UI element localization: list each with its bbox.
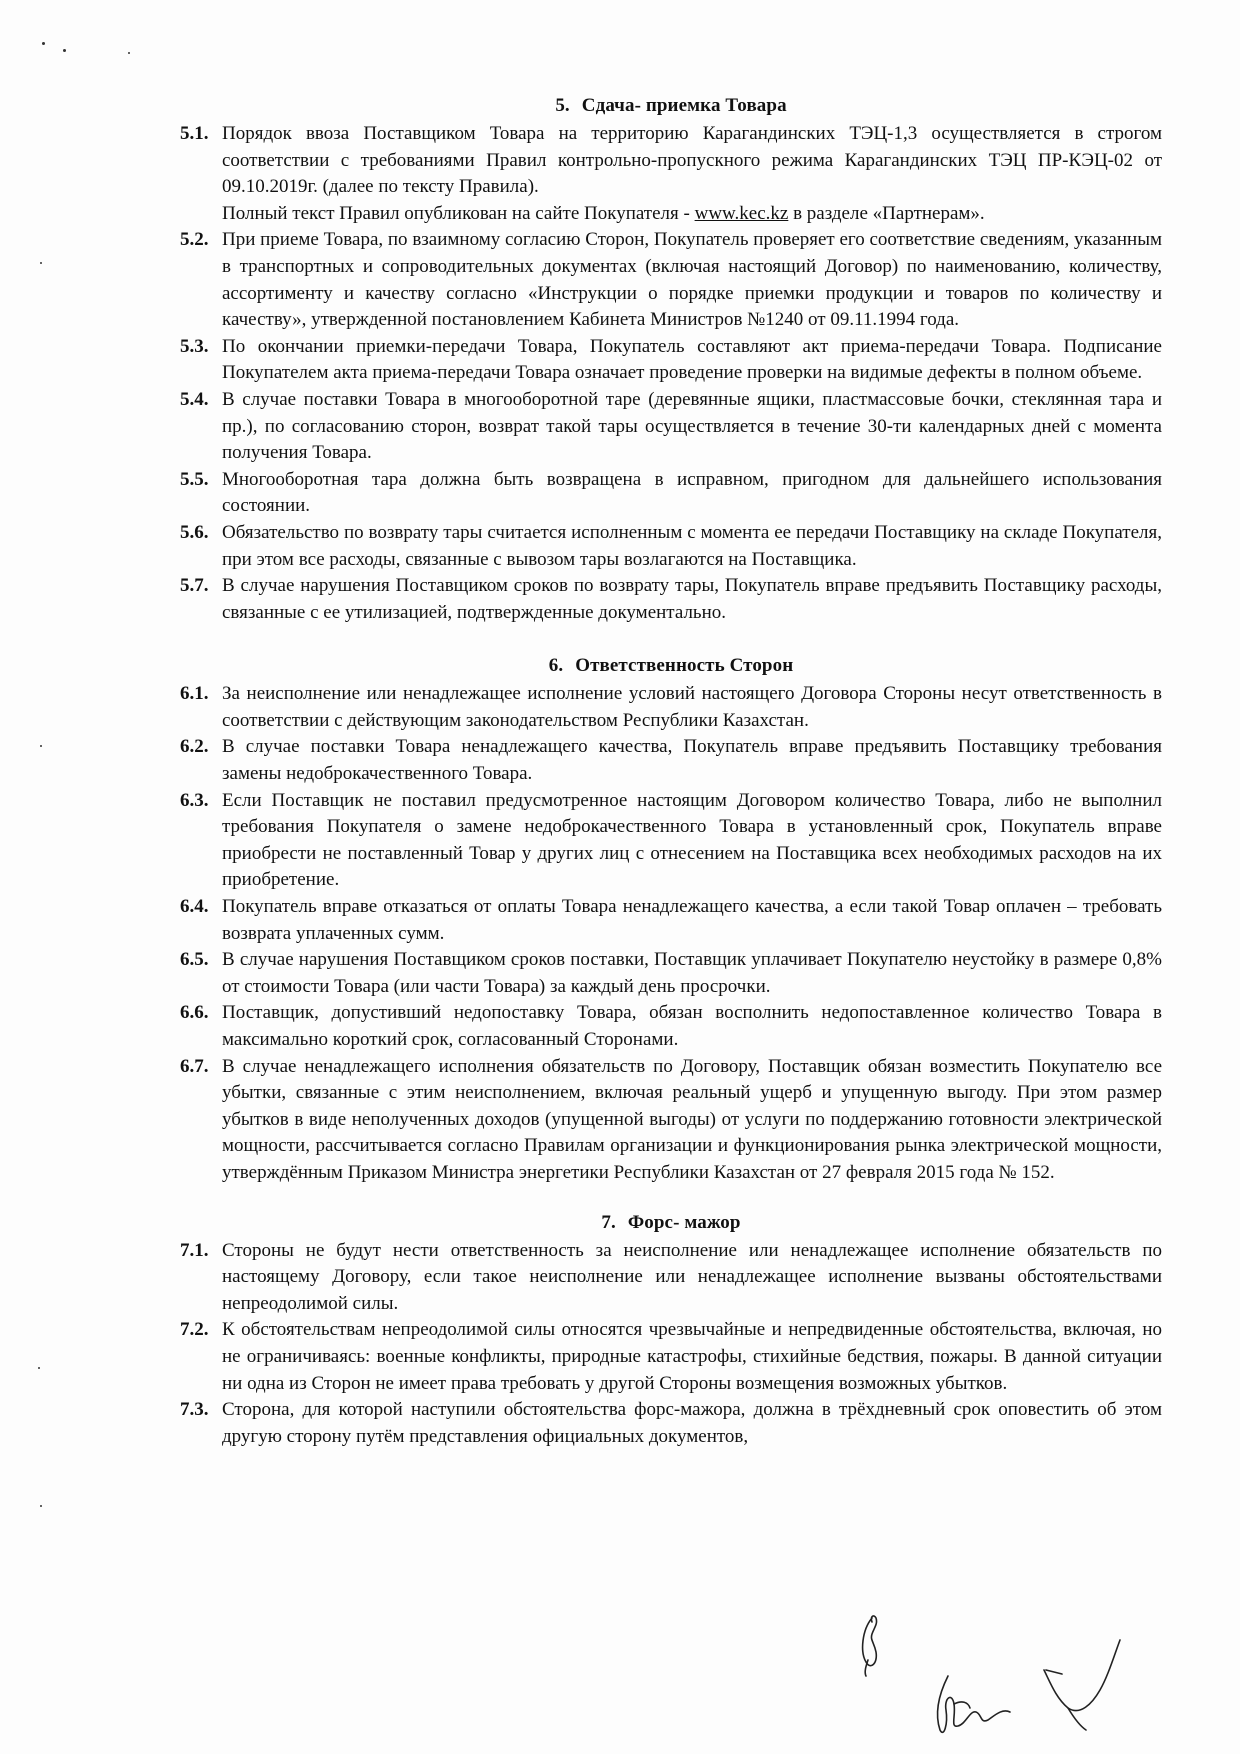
clause-text: В случае ненадлежащего исполнения обязательств по Договору, Поставщик обязан возместить Покупателю все убытки, связанные с этим неисполнением, включая реальный ущерб и упущенную выгоду. При этом размер убытков в виде неполученных доходов (упущенной выгоды) от услуги по поддержанию готовности электрической мощности, рассчитывается согласно Правилам организации и функционирования рынка электрической мощности, утверждённым Приказом Министра энергетики Республики Казахстан от 27 февраля 2015 года № 152. bbox=[222, 1055, 1162, 1183]
clause-7-1 bbox=[180, 1238, 1162, 1318]
clause-number: 6.5. bbox=[180, 949, 209, 971]
section-heading: Сдача- приемка Товара bbox=[581, 95, 787, 116]
clause-text-extra-end: в разделе «Партнерам». bbox=[788, 202, 985, 224]
clause-text: Стороны не будут нести ответственность за неисполнение или ненадлежащее исполнение обязательств по настоящему Договору, если такое неисполнение или ненадлежащее исполнение вызваны обстоятельствами непреодолимой силы. bbox=[222, 1239, 1162, 1314]
section-title bbox=[180, 92, 1162, 119]
clause-text: Сторона, для которой наступили обстоятельства форс-мажора, должна в трёхдневный срок оповестить об этом другую сторону путём представления официальных документов, bbox=[222, 1399, 1162, 1447]
clause-number: 5.2. bbox=[180, 229, 209, 251]
clause-5-5 bbox=[180, 467, 1162, 520]
section-number: 7. bbox=[601, 1211, 616, 1233]
clause-6-1 bbox=[180, 681, 1162, 734]
section-number: 5. bbox=[555, 95, 570, 116]
clause-text: Обязательство по возврату тары считается исполненным с момента ее передачи Поставщику на складе Покупателя, при этом все расходы, связанные с вывозом тары возлагаются на Поставщика. bbox=[222, 521, 1162, 570]
clause-text-extra: Полный текст Правил опубликован на сайте Покупателя - bbox=[222, 202, 695, 224]
clause-5-1 bbox=[180, 121, 1162, 227]
website-link[interactable]: www.kec.kz bbox=[694, 202, 789, 224]
spacer bbox=[180, 1187, 1162, 1209]
clause-text: Если Поставщик не поставил предусмотренное настоящим Договором количество Товара, либо не выполнил требования Покупателя о замене недоброкачественного Товара в установленный срок, Покупатель вправе приобрести не поставленный Товар у других лиц с отнесением на Поставщика всех необходимых расходов на их приобретение. bbox=[222, 789, 1162, 891]
clause-number: 5.7. bbox=[180, 575, 209, 597]
clause-number: 5.5. bbox=[180, 468, 209, 490]
clause-number: 5.6. bbox=[180, 521, 209, 543]
clause-number: 6.6. bbox=[180, 1002, 209, 1024]
clause-text: В случае поставки Товара в многооборотной таре (деревянные ящики, пластмассовые бочки, стеклянная тара и пр.), по согласованию сторон, возврат такой тары осуществляется в течение 30-ти календарных дней с момента получения Товара. bbox=[222, 388, 1162, 464]
clause-number: 5.4. bbox=[180, 388, 209, 410]
clause-6-4 bbox=[180, 894, 1162, 947]
clause-6-3 bbox=[180, 788, 1162, 894]
clause-6-2 bbox=[180, 734, 1162, 787]
clause-text: Порядок ввоза Поставщиком Товара на территорию Карагандинских ТЭЦ-1,3 осуществляется в строгом соответствии с требованиями Правил контрольно-пропускного режима Карагандинских ТЭЦ ПР-КЭЦ-02 от 09.10.2019г. (далее по тексту Правила). bbox=[222, 123, 1162, 198]
clause-text: Покупатель вправе отказаться от оплаты Товара ненадлежащего качества, а если такой Товар оплачен – требовать возврата уплаченных сумм. bbox=[222, 896, 1162, 944]
clause-text: В случае нарушения Поставщиком сроков по возврату тары, Покупатель вправе предъявить Поставщику расходы, связанные с ее утилизацией, подтвержденные документально. bbox=[222, 575, 1162, 623]
document-body bbox=[180, 92, 1162, 1450]
clause-number: 6.7. bbox=[180, 1055, 209, 1077]
clause-number: 6.2. bbox=[180, 736, 209, 758]
spacer bbox=[180, 626, 1162, 652]
clause-number: 5.1. bbox=[180, 123, 209, 144]
clause-number: 5.3. bbox=[180, 335, 209, 357]
clause-text: В случае нарушения Поставщиком сроков поставки, Поставщик уплачивает Покупателю неустойку в размере 0,8% от стоимости Товара (или части Товара) за каждый день просрочки. bbox=[222, 949, 1162, 997]
clause-number: 6.1. bbox=[180, 683, 209, 705]
clause-text-block bbox=[222, 121, 1162, 227]
clause-text: При приеме Товара, по взаимному согласию Сторон, Покупатель проверяет его соответствие сведениям, указанным в транспортных и сопроводительных документах (включая настоящий Договор) по наименованию, количеству, ассортименту и качеству согласно «Инструкции о порядке приемки продукции и товаров по количеству и качеству», утвержденной постановлением Кабинета Министров №1240 от 09.11.1994 года. bbox=[222, 229, 1162, 331]
clause-number: 7.3. bbox=[180, 1399, 209, 1421]
clause-text: В случае поставки Товара ненадлежащего качества, Покупатель вправе предъявить Поставщику требования замены недоброкачественного Товара. bbox=[222, 736, 1162, 785]
clause-7-2 bbox=[180, 1317, 1162, 1397]
clause-5-2 bbox=[180, 227, 1162, 333]
handwritten-signatures-icon bbox=[830, 1600, 1150, 1750]
clause-6-5 bbox=[180, 947, 1162, 1000]
clause-5-6 bbox=[180, 520, 1162, 573]
section-number: 6. bbox=[548, 655, 564, 677]
clause-6-7 bbox=[180, 1054, 1162, 1187]
section-title bbox=[180, 652, 1162, 679]
clause-text: Многооборотная тара должна быть возвращена в исправном, пригодном для дальнейшего использования состоянии. bbox=[222, 468, 1162, 517]
clause-number: 6.3. bbox=[180, 789, 209, 811]
clause-number: 7.2. bbox=[180, 1319, 209, 1341]
clause-text: К обстоятельствам непреодолимой силы относятся чрезвычайные и непредвиденные обстоятельства, включая, но не ограничиваясь: военные конфликты, природные катастрофы, стихийные бедствия, пожары. В данной ситуации ни одна из Сторон не имеет права требовать у другой Стороны возмещения возможных убытков. bbox=[222, 1319, 1162, 1394]
clause-5-7 bbox=[180, 573, 1162, 626]
clause-number: 6.4. bbox=[180, 896, 209, 918]
clause-text: По окончании приемки-передачи Товара, Покупатель составляют акт приема-передачи Товара. Подписание Покупателем акта приема-передачи Товара означает проведение проверки на видимые дефекты в полном объеме. bbox=[222, 335, 1162, 384]
section-heading: Форс- мажор bbox=[627, 1211, 741, 1233]
section-heading: Ответственность Сторон bbox=[575, 655, 794, 677]
clause-text: За неисполнение или ненадлежащее исполнение условий настоящего Договора Стороны несут ответственность в соответствии с действующим законодательством Республики Казахстан. bbox=[222, 683, 1162, 731]
section-title bbox=[180, 1209, 1162, 1236]
clause-6-6 bbox=[180, 1000, 1162, 1053]
clause-5-3 bbox=[180, 334, 1162, 387]
clause-7-3 bbox=[180, 1397, 1162, 1450]
clause-5-4 bbox=[180, 387, 1162, 467]
clause-number: 7.1. bbox=[180, 1239, 209, 1261]
clause-text: Поставщик, допустивший недопоставку Товара, обязан восполнить недопоставленное количество Товара в максимально короткий срок, согласованный Сторонами. bbox=[222, 1002, 1162, 1050]
